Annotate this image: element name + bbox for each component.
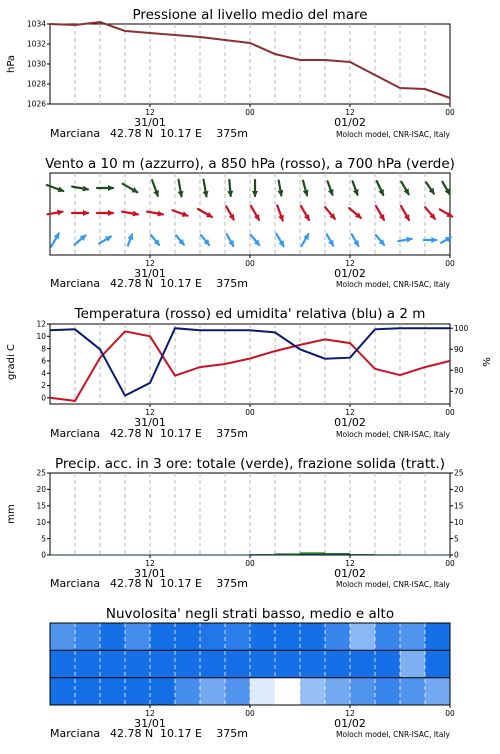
y-tick-label: 8 [41, 344, 46, 354]
model-credit: Moloch model, CNR-ISAC, Italy [336, 430, 450, 439]
location-lat: 42.78 N [110, 127, 154, 140]
cloud-cell-basso [400, 678, 425, 706]
humidity-ylabel: % [482, 357, 493, 367]
precip-solid-bar [50, 555, 75, 556]
y-tick-label: 20 [454, 485, 464, 495]
cloud-cell-basso [250, 678, 275, 706]
temperature-title: Temperatura (rosso) ed umidita' relativa (blu) a 2 m [74, 306, 426, 322]
pressure-xticks [134, 104, 455, 129]
precip-solid-bar [125, 555, 150, 556]
precip-location [50, 577, 451, 590]
location-lon: 10.17 E [160, 427, 202, 440]
time-tick-label: 00 [445, 709, 455, 718]
cloud-cell-basso [300, 678, 325, 706]
y-tick-label: 80 [454, 366, 464, 376]
y-tick-label: 5 [41, 534, 46, 544]
y-tick-label: 10 [36, 332, 46, 342]
precip-solid-bar [250, 555, 275, 556]
cloud-cell-basso [375, 678, 400, 706]
precip-title: Precip. acc. in 3 ore: totale (verde), frazione solida (tratt.) [55, 456, 445, 472]
location-elev: 375m [216, 127, 248, 140]
y-tick-label: 2 [41, 381, 46, 391]
location-name: Marciana [50, 277, 101, 290]
location-lon: 10.17 E [160, 577, 202, 590]
y-tick-label: 1028 [26, 79, 46, 89]
time-tick-label: 12 [345, 108, 355, 117]
time-tick-label: 00 [445, 408, 455, 417]
temperature-yticks [36, 320, 50, 403]
cloud-cell-alto [250, 623, 275, 651]
y-tick-label: 1030 [26, 59, 46, 69]
y-tick-label: 6 [41, 356, 46, 366]
y-tick-label: 15 [36, 501, 46, 511]
y-tick-label: 5 [454, 534, 459, 544]
cloud-cell-medio [200, 650, 225, 678]
location-lon: 10.17 E [160, 277, 202, 290]
precip-ylabel: mm [6, 504, 17, 524]
location-lon: 10.17 E [160, 127, 202, 140]
cloud-cell-alto [175, 623, 200, 651]
pressure-location [50, 127, 451, 140]
cloud-heatmap-cells [50, 623, 450, 705]
time-tick-label: 00 [245, 709, 255, 718]
y-tick-label: 1034 [26, 19, 46, 29]
temperature-ylabel: gradi C [6, 344, 17, 380]
cloud-cell-alto [150, 623, 175, 651]
cloud-cell-alto [200, 623, 225, 651]
date-label: 01/02 [334, 567, 366, 580]
y-tick-label: 10 [36, 517, 46, 527]
precip-solid-bar [150, 555, 175, 556]
time-tick-label: 00 [245, 108, 255, 117]
cloud-cell-alto [325, 623, 350, 651]
cloud-cell-medio [425, 650, 450, 678]
cloud-cell-basso [125, 678, 150, 706]
cloud-cell-alto [225, 623, 250, 651]
y-tick-label: 1032 [26, 39, 46, 49]
location-name: Marciana [50, 577, 101, 590]
y-tick-label: 4 [41, 368, 46, 378]
humidity-yticks [450, 324, 469, 396]
y-tick-label: 15 [454, 501, 464, 511]
cloud-cell-basso [175, 678, 200, 706]
location-lat: 42.78 N [110, 427, 154, 440]
location-elev: 375m [216, 277, 248, 290]
precip-solid-bar [75, 555, 100, 556]
cloud-cell-medio [125, 650, 150, 678]
location-elev: 375m [216, 577, 248, 590]
precip-solid-bar [200, 555, 225, 556]
cloud-cell-alto [350, 623, 375, 651]
y-tick-label: 0 [454, 550, 459, 560]
precip-solid-bar [375, 555, 400, 556]
cloud-cell-medio [350, 650, 375, 678]
pressure-yticks [27, 20, 50, 109]
cloud-cell-basso [150, 678, 175, 706]
precip-solid-bar [275, 555, 300, 556]
cloud-cell-alto [375, 623, 400, 651]
cloud-cell-alto [425, 623, 450, 651]
y-tick-label: 1026 [26, 99, 46, 109]
date-label: 01/02 [334, 116, 366, 129]
cloud-cell-basso [275, 678, 300, 706]
location-lat: 42.78 N [110, 727, 154, 740]
date-label: 31/01 [134, 267, 166, 280]
pressure-plot-frame [50, 24, 450, 104]
time-tick-label: 00 [445, 108, 455, 117]
model-credit: Moloch model, CNR-ISAC, Italy [336, 130, 450, 139]
date-label: 31/01 [134, 567, 166, 580]
date-label: 01/02 [334, 717, 366, 730]
model-credit: Moloch model, CNR-ISAC, Italy [336, 280, 450, 289]
time-tick-label: 12 [145, 709, 155, 718]
y-tick-label: 20 [36, 485, 46, 495]
pressure-title: Pressione al livello medio del mare [132, 7, 368, 23]
precip-yticks-right [450, 469, 464, 560]
pressure-ylabel: hPa [6, 54, 17, 74]
cloud-cell-medio [100, 650, 125, 678]
location-lat: 42.78 N [110, 277, 154, 290]
cloud-cell-basso [200, 678, 225, 706]
y-tick-label: 25 [454, 468, 464, 478]
cloud-cell-alto [275, 623, 300, 651]
precip-solid-bar [175, 555, 200, 556]
time-tick-label: 00 [445, 559, 455, 568]
location-name: Marciana [50, 427, 101, 440]
cloud-cell-alto [100, 623, 125, 651]
time-tick-label: 12 [145, 259, 155, 268]
cloud-cell-medio [225, 650, 250, 678]
precip-solid-bar [400, 555, 425, 556]
precip-yticks [36, 469, 50, 560]
cloud-cell-basso [225, 678, 250, 706]
cloud-cell-alto [75, 623, 100, 651]
time-tick-label: 00 [245, 259, 255, 268]
cloud-cell-medio [75, 650, 100, 678]
time-tick-label: 12 [145, 559, 155, 568]
cloud-cell-medio [375, 650, 400, 678]
cloud-cell-basso [50, 678, 75, 706]
date-label: 31/01 [134, 416, 166, 429]
cloud-cell-medio [400, 650, 425, 678]
precip-solid-bar [100, 555, 125, 556]
cloud-cell-alto [400, 623, 425, 651]
temperature-location [50, 427, 451, 440]
y-tick-label: 90 [454, 344, 464, 354]
cloud-cell-alto [125, 623, 150, 651]
time-tick-label: 12 [345, 408, 355, 417]
cloud-cell-medio [150, 650, 175, 678]
location-elev: 375m [216, 427, 248, 440]
cloud-cell-basso [100, 678, 125, 706]
date-label: 01/02 [334, 267, 366, 280]
model-credit: Moloch model, CNR-ISAC, Italy [336, 580, 450, 589]
precip-solid-bar [325, 554, 350, 555]
cloud-cell-basso [325, 678, 350, 706]
cloud-cell-medio [175, 650, 200, 678]
date-label: 31/01 [134, 717, 166, 730]
y-tick-label: 0 [41, 393, 46, 403]
cloud-cell-medio [300, 650, 325, 678]
cloud-cell-alto [300, 623, 325, 651]
wind-location [50, 277, 451, 290]
cloud-location [50, 727, 451, 740]
cloud-cell-medio [250, 650, 275, 678]
y-tick-label: 12 [36, 319, 46, 329]
y-tick-label: 0 [41, 550, 46, 560]
cloud-cell-basso [425, 678, 450, 706]
y-tick-label: 100 [454, 323, 469, 333]
precip-solid-bar [300, 554, 325, 555]
precip-solid-bar [225, 555, 250, 556]
cloud-cell-medio [275, 650, 300, 678]
cloud-cell-basso [350, 678, 375, 706]
model-credit: Moloch model, CNR-ISAC, Italy [336, 730, 450, 739]
time-tick-label: 00 [445, 259, 455, 268]
time-tick-label: 12 [345, 709, 355, 718]
location-name: Marciana [50, 127, 101, 140]
time-tick-label: 00 [245, 408, 255, 417]
y-tick-label: 25 [36, 468, 46, 478]
cloud-cell-alto [50, 623, 75, 651]
location-lon: 10.17 E [160, 727, 202, 740]
precip-solid-bar [350, 555, 375, 556]
time-tick-label: 12 [345, 259, 355, 268]
temperature-plot-frame [50, 324, 450, 404]
precip-plot-frame [50, 473, 450, 555]
location-lat: 42.78 N [110, 577, 154, 590]
y-tick-label: 10 [454, 517, 464, 527]
time-tick-label: 12 [145, 108, 155, 117]
wind-title: Vento a 10 m (azzurro), a 850 hPa (rosso), a 700 hPa (verde) [45, 156, 455, 172]
date-label: 01/02 [334, 416, 366, 429]
precip-solid-bar [425, 555, 450, 556]
location-elev: 375m [216, 727, 248, 740]
location-name: Marciana [50, 727, 101, 740]
cloud-cell-basso [75, 678, 100, 706]
cloud-title: Nuvolosita' negli strati basso, medio e alto [105, 606, 395, 622]
time-tick-label: 12 [345, 559, 355, 568]
time-tick-label: 12 [145, 408, 155, 417]
temperature-xticks [134, 404, 455, 429]
cloud-cell-medio [50, 650, 75, 678]
date-label: 31/01 [134, 116, 166, 129]
y-tick-label: 70 [454, 387, 464, 397]
cloud-cell-medio [325, 650, 350, 678]
time-tick-label: 00 [245, 559, 255, 568]
